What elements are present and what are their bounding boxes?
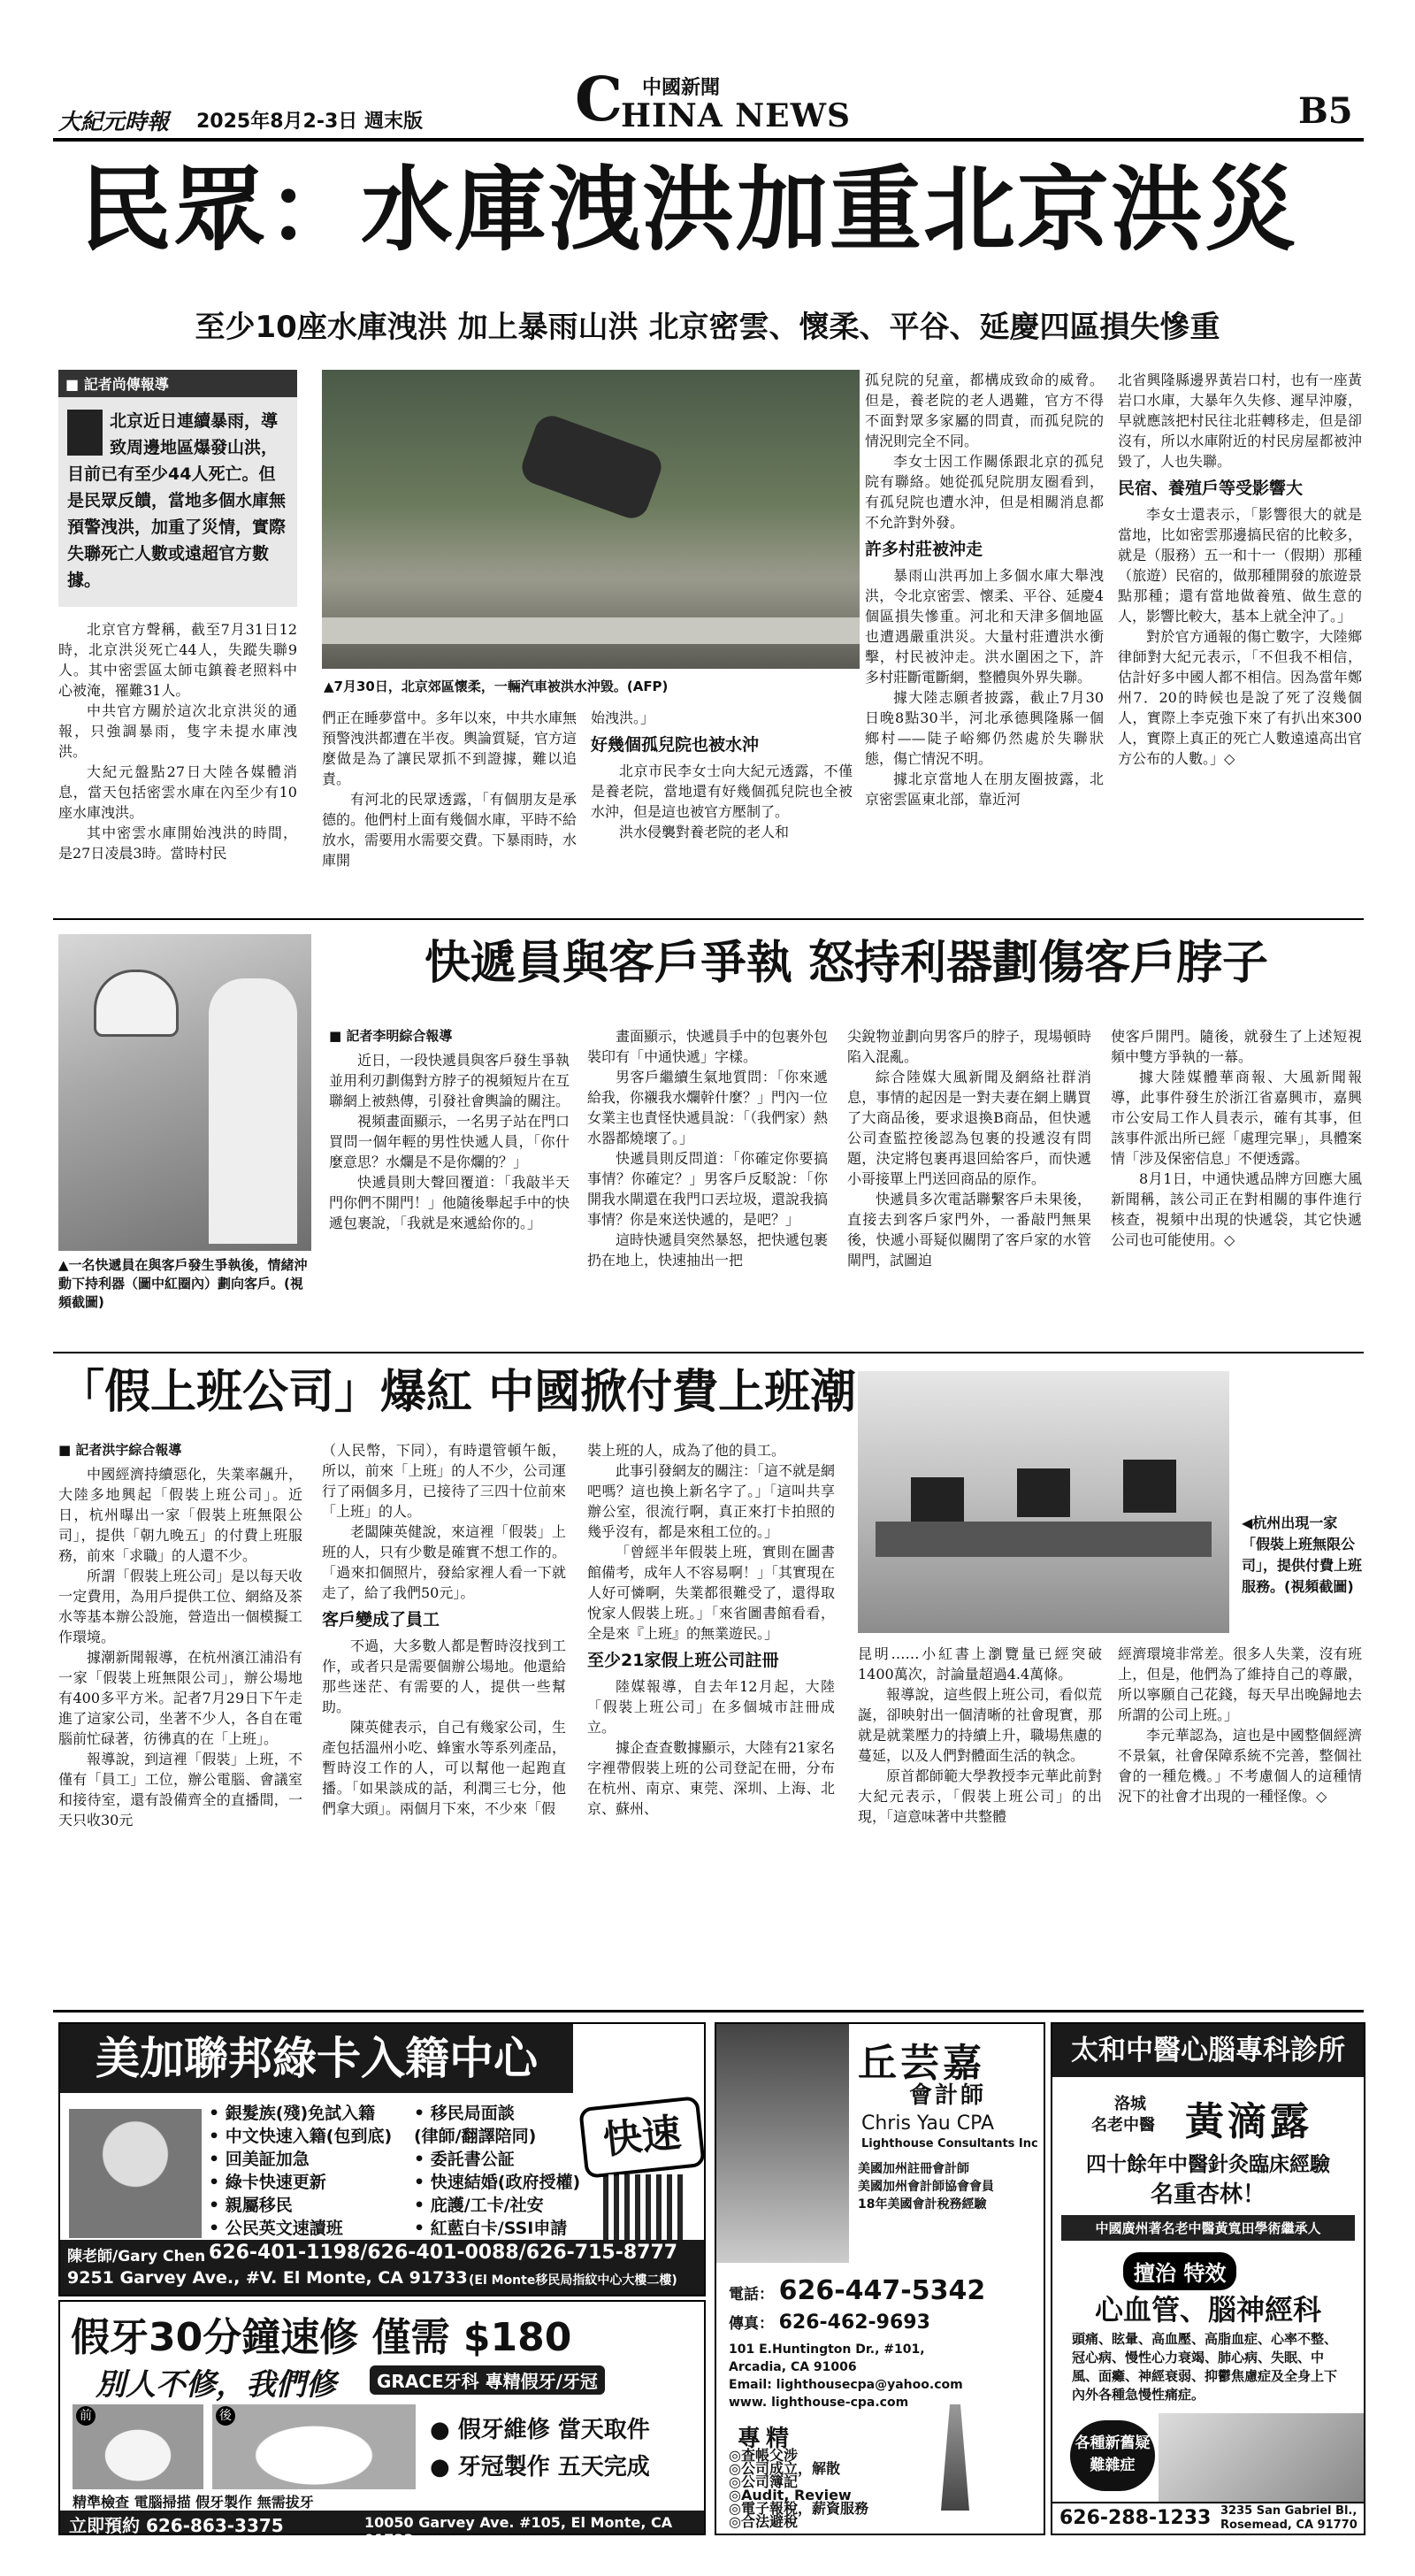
paragraph: 始洩洪。」 — [591, 709, 655, 726]
denture-after-photo — [212, 2404, 416, 2489]
paragraph: 北京市民李女士向大紀元透露，不僅是養老院，當地還有好幾個孤兒院也全被水沖，但是這也被官方壓制了。 — [591, 763, 853, 820]
ad1-avatar — [69, 2109, 202, 2238]
service-item: ◎查帳父涉 — [729, 2447, 798, 2464]
ad3-field: 心血管、腦神經科 — [1094, 2293, 1321, 2327]
paragraph: 快遞員則大聲回覆道：「我敲半天門你們不開門！」他隨後舉起手中的快遞包裹說，「我就是來遞給你的。」 — [329, 1174, 570, 1231]
service-item: • 公民英文速讀班 — [209, 2219, 343, 2238]
divider — [53, 918, 1364, 920]
ad2-email: Email: lighthousecpa@yahoo.com — [729, 2378, 963, 2392]
story1-headline: 民眾：水庫洩洪加重北京洪災 — [80, 156, 1299, 264]
ad3-address1: 3235 San Gabriel Bl., — [1220, 2504, 1358, 2518]
paragraph: 「曾經半年假裝上班，實則在圖書館備考，成年人不容易啊！」「其實現在人好可憐啊，失業都很難受了，還得取悅家人假裝上班。」「來省圖書館看看，全是來『上班』的無業遊民。」 — [587, 1544, 836, 1642]
ad2-web: www. lighthouse-cpa.com — [729, 2396, 909, 2410]
story3-byline: ■ 記者洪宇綜合報導 — [58, 1442, 182, 1458]
story1-subhead-orphans: 好幾個孤兒院也被水沖 — [591, 735, 760, 755]
acupuncture-photo — [1159, 2413, 1364, 2502]
bridge-shape — [322, 617, 860, 644]
story1-col4 — [865, 370, 1104, 911]
story1-summary — [58, 397, 297, 594]
story1-col1 — [58, 619, 297, 911]
service-item: • 銀髮族(殘)免試入籍 — [209, 2104, 376, 2123]
ad2-firm: Lighthouse Consultants Inc — [861, 2137, 1038, 2150]
desk-shape — [876, 1522, 1212, 1557]
paragraph: 北京官方聲稱，截至7月31日12時，北京洪災死亡44人，失蹤失聯9人。其中密雲區太師屯鎮養老照料中心被淹，罹難31人。 — [58, 621, 297, 699]
issue-date: 2025年8月2-3日 週末版 — [196, 111, 423, 133]
ad-cpa — [715, 2022, 1045, 2535]
paragraph: 視頻畫面顯示，一名男子站在門口買問一個年輕的男性快遞人員，「你什麼意思？水爛是不是你爛的？」 — [329, 1113, 570, 1170]
story1-summary-text: 北京近日連續暴雨，導致周邊地區爆發山洪，目前已有至少44人死亡。但是民眾反饋，當地多個水庫無預警洩洪，加重了災情，實際失聯死亡人數或遠超官方數據。 — [67, 411, 287, 590]
service-item: ◎公司簿記 — [729, 2473, 798, 2490]
monitor-shape — [911, 1477, 964, 1522]
service-item: • 親屬移民 — [209, 2196, 293, 2215]
ad1-services-a — [209, 2102, 412, 2240]
ad3-badge: 各種新舊疑難雜症 — [1070, 2420, 1155, 2491]
story3-col2 — [322, 1440, 566, 1999]
ad4-line2-text: 牙冠製作 五天完成 — [457, 2454, 650, 2480]
story2-headline: 快遞員與客戶爭執 怒持利器劃傷客戶脖子 — [424, 937, 1269, 990]
ad2-special-title: 專精 — [738, 2426, 795, 2452]
section-cn: 中國新聞 — [642, 77, 721, 99]
paragraph: 暴雨山洪再加上多個水庫大舉洩洪，令北京密雲、懷柔、平谷、延慶4個區損失慘重。河北和天津多個地區也遭遇嚴重洪災。大量村莊遭洪水衝擊，村民被沖走。洪水圍困之下，許多村莊斷電斷網，整體與外界失聯。 — [865, 567, 1104, 686]
paragraph: 據大陸媒體華商報、大風新聞報導，此事件發生於浙江省嘉興市，嘉興市公安局工作人員表示，確有其事，但該事件派出所已經「處理完畢」，具體案情「涉及保密信息」不便透露。 — [1111, 1069, 1362, 1167]
ad2-title-cn: 會計師 — [909, 2082, 987, 2109]
service-label: 查帳父涉 — [740, 2447, 798, 2464]
ad1-stamp: 快速 — [578, 2096, 706, 2179]
paragraph: 據大陸志願者披露，截止7月30日晚8點30半，河北承德興隆縣一個鄉村——陡子峪鄉仍然處於失聯狀態，傷亡情況不明。 — [865, 689, 1104, 767]
paragraph: 據企查查數據顯示，大陸有21家名字裡帶假裝上班的公司登記在冊，分布在杭州、南京、東莞、深圳、上海、北京、蘇州、 — [587, 1739, 835, 1817]
customer-figure-shape — [209, 978, 297, 1244]
paragraph: 陸媒報導，自去年12月起，大陸「假裝上班公司」在多個城市註冊成立。 — [587, 1678, 835, 1736]
service-item: (律師/翻譯陪同) — [414, 2127, 537, 2146]
paragraph: 綜合陸媒大風新聞及網絡社群消息，事情的起因是一對夫妻在網上購買了大商品後，要求退換B商品，但快遞公司查監控後認為包裹的投遞沒有問題，決定將包裹再退回給客戶，而快遞小哥接單上門送回商品的原作。 — [847, 1069, 1091, 1187]
paragraph: 不過，大多數人都是暫時沒找到工作，或者只是需要個辦公場地。他還給那些迷茫、有需要的人，提供一些幫助。 — [322, 1637, 566, 1715]
ad4-booking-bar — [60, 2511, 704, 2548]
ad4-booking: 立即預約 626-863-3375 — [69, 2515, 284, 2536]
paragraph: 這時快遞員突然暴怒，把快遞包裹扔在地上，快速抽出一把 — [587, 1231, 829, 1269]
ad4-address: 10050 Garvey Ave. #105, El Monte, CA 91733 — [364, 2514, 673, 2548]
paragraph: 其中密雲水庫開始洩洪的時間，是27日凌晨3時。當時村民 — [58, 824, 297, 862]
paragraph: 大紀元盤點27日大陸各媒體消息，當天包括密雲水庫在內至少有10座水庫洩洪。 — [58, 763, 297, 821]
monitor-shape — [1123, 1460, 1176, 1513]
section-en: HINA NEWS — [621, 97, 851, 134]
paragraph: 們正在睡夢當中。多年以來，中共水庫無預警洩洪都遭在半夜。輿論質疑，官方這麼做是為了讓民眾抓不到證據，難以追責。 — [322, 709, 577, 787]
divider — [53, 2010, 1364, 2012]
paragraph: 8月1日，中通快遞品牌方回應大風新聞稱，該公司正在對相關的事件進行核查，視頻中出現的快遞袋，其它快遞公司也可能使用。◇ — [1111, 1170, 1362, 1248]
ad3-address2: Rosemead, CA 91770 — [1220, 2518, 1358, 2532]
ad-dental — [58, 2300, 706, 2548]
paragraph: 畫面顯示，快遞員手中的包裹外包裝印有「中通快遞」字樣。 — [587, 1028, 829, 1065]
ad2-fax: 626-462-9693 — [778, 2312, 930, 2334]
paragraph: 據潮新聞報導，在杭州濱江浦沿有一家「假裝上班無限公司」，辦公場地有400多平方米。記者7月29日下午走進了這家公司，坐著不少人，各自在電腦前忙碌著，彷彿真的在「上班」。 — [58, 1649, 302, 1747]
ad3-doctor: 黃滴露 — [1185, 2099, 1312, 2144]
lighthouse-icon — [937, 2404, 973, 2511]
service-item: • 綠卡快速更新 — [209, 2173, 326, 2192]
paragraph: 中共官方關於這次北京洪災的通報，只強調暴雨，隻字未提水庫洩洪。 — [58, 702, 297, 760]
credential: 美國加州註冊會計師 — [858, 2162, 969, 2176]
section-logo — [575, 67, 858, 133]
ad2-fax-label: 傳真： — [729, 2315, 774, 2333]
divider — [53, 1352, 1364, 1353]
story3-subhead-registered: 至少21家假上班公司註冊 — [587, 1651, 779, 1670]
paragraph: 經濟環境非常差。很多人失業，沒有班上，但是，他們為了維持自己的尊嚴，所以寧願自己花錢，每天早出晚歸地去所謂的公司上班。」 — [1118, 1645, 1362, 1723]
ad3-title: 太和中醫心腦專科診所 — [1052, 2024, 1364, 2077]
ad4-line2: ● 牙冠製作 五天完成 — [430, 2454, 650, 2480]
service-label: 合法避稅 — [740, 2513, 798, 2530]
service-item: ◎合法避稅 — [729, 2513, 798, 2530]
ad4-line1: ● 假牙維修 當天取件 — [430, 2417, 650, 2443]
service-label: 公司簿記 — [740, 2473, 798, 2490]
story1-photo-caption: ▲7月30日，北京郊區懷柔，一輛汽車被洪水沖毀。(AFP) — [324, 678, 669, 694]
story3-photo-caption: ◀杭州出現一家「假裝上班無限公司」，提供付費上班服務。(視頻截圖) — [1242, 1514, 1363, 1595]
ad2-services — [729, 2449, 868, 2528]
paragraph: 使客戶開門。隨後，就發生了上述短視頻中雙方爭執的一幕。 — [1111, 1028, 1362, 1065]
ad3-fame: 名重杏林！ — [1150, 2181, 1266, 2208]
story3-col1 — [58, 1440, 302, 1999]
ad2-fax-row — [729, 2311, 930, 2334]
ad4-footer-note: 精準檢查 電腦掃描 假牙製作 無需拔牙 — [73, 2494, 314, 2511]
paragraph: 洪水侵襲對養老院的老人和 — [619, 824, 790, 840]
ad3-experience: 四十餘年中醫針灸臨床經驗 — [1086, 2153, 1330, 2176]
story1-col3 — [591, 708, 853, 911]
story1-summary-box — [58, 370, 297, 607]
paragraph: 北省興隆縣邊界黃岩口村，也有一座黃岩口水庫，大暴年久失修、遲早沖廢，早就應該把村民往北莊轉移走，但是卻沒有，所以水庫附近的村民房屋都被沖毀了，人也失聯。 — [1118, 372, 1362, 470]
paragraph: 中國經濟持續惡化，失業率飆升，大陸多地興起「假裝上班公司」。近日，杭州曝出一家「假裝上班無限公司」，提供「朝九晚五」的付費上班服務，前來「求職」的人還不少。 — [58, 1466, 302, 1564]
ad1-title: 美加聯邦綠卡入籍中心 — [60, 2024, 573, 2093]
story1-subhead-villages: 許多村莊被沖走 — [865, 540, 983, 559]
paragraph: 原首都師範大學教授李元華此前對大紀元表示，「假裝上班公司」的出現，「這意味著中共整體 — [858, 1767, 1102, 1825]
paragraph: 裝上班的人，成為了他的員工。 — [587, 1442, 786, 1459]
play-icon — [67, 410, 103, 456]
ad4-brand: GRACE牙科 專精假牙/牙冠 — [370, 2365, 605, 2395]
paragraph: 報導說，這些假上班公司，看似荒誕，卻映射出一個清晰的社會現實，那就是就業壓力的持續上升，職場焦慮的蔓延，以及人們對體面生活的執念。 — [858, 1686, 1102, 1764]
paragraph: 孤兒院的兒童，都構成致命的威脅。但是，養老院的老人遇難，官方不得不面對眾多家屬的問責，而孤兒院的情況則完全不同。 — [865, 372, 1104, 449]
paragraph: （人民幣，下同），有時還管頓午飯，所以，前來「上班」的人不少，公司運行了兩個多月，已接待了三四十位前來「上班」的人。 — [322, 1442, 566, 1520]
service-label: 公司成立，解散 — [740, 2460, 840, 2477]
story2-byline: ■ 記者李明綜合報導 — [329, 1028, 453, 1044]
credential: 18年美國會計稅務經驗 — [858, 2197, 987, 2212]
service-label: 電子報稅，薪資服務 — [740, 2500, 868, 2517]
story3-photo — [858, 1371, 1229, 1633]
story1-photo — [322, 370, 860, 669]
ad3-footer — [1052, 2502, 1364, 2535]
header-rule — [53, 138, 1364, 142]
story1-subhead-business: 民宿、養殖戶等受影響大 — [1118, 479, 1304, 498]
paragraph: 李元華認為，這也是中國整個經濟不景氣，社會保障系統不完善，整個社會的一種危機。」不考慮個人的這種情況下的社會才出現的一種怪像。◇ — [1118, 1727, 1362, 1805]
ad4-slogan: 別人不修，我們修 — [96, 2367, 336, 2403]
story1-col2 — [322, 708, 577, 911]
paragraph: 李女士因工作關係跟北京的孤兒院有聯絡。她從孤兒院朋友圈看到，有孤兒院也遭水沖，但是相關消息都不允許對外發。 — [865, 453, 1104, 531]
paragraph: 男客戶繼續生氣地質問：「你來遞給我，你襯我水爛幹什麼？」門內一位女業主也責怪快遞員說：「（我們家）熱水器都燒壞了。」 — [587, 1069, 829, 1146]
ad2-phone-label: 電話： — [729, 2286, 774, 2304]
denture-before-photo — [73, 2404, 203, 2489]
story2-photo — [58, 934, 311, 1251]
service-item: ◎公司成立，解散 — [729, 2460, 840, 2477]
story2-col1 — [329, 1026, 570, 1345]
page-number: B5 — [1298, 90, 1353, 132]
service-item: • 庇護/工卡/社安 — [414, 2196, 544, 2215]
paragraph: 此事引發網友的關注：「這不就是網吧嗎？這也換上新名字了。」「這叫共享辦公室，很流行啊，真正來打卡拍照的幾乎沒有，都是來租工位的。」 — [587, 1462, 836, 1540]
ad3-city: 洛城 — [1114, 2095, 1146, 2113]
ad-tcm-clinic — [1051, 2022, 1365, 2535]
story2-col3 — [847, 1026, 1091, 1345]
service-item: • 委託書公証 — [414, 2150, 515, 2169]
paragraph: 陳英健表示，自己有幾家公司，生產包括溫州小吃、蜂蜜水等系列產品，暫時沒工作的人，可以幫他一起跑直播。「如果談成的話，利潤三七分，他們拿大頭」。兩個月下來，不少來「假 — [322, 1719, 566, 1817]
service-item: • 紅藍白卡/SSI申請 — [414, 2219, 568, 2238]
story2-col2 — [587, 1026, 828, 1345]
paragraph: 有河北的民眾透露，「有個朋友是承德的。他們村上面有幾個水庫，平時不給放水，需要用水需要交費。下暴雨時，水庫開 — [322, 791, 577, 869]
story3-headline: 「假上班公司」爆紅 中國掀付費上班潮 — [58, 1366, 857, 1419]
ad1-address-note: (El Monte移民局指紋中心大樓二樓) — [469, 2273, 677, 2288]
paragraph: 所謂「假裝上班公司」是以每天收一定費用，為用戶提供工位、網絡及茶水等基本辦公設施，營造出一個模擬工作環境。 — [58, 1568, 302, 1645]
story1-byline: ■ 記者尚傳報導 — [58, 370, 297, 397]
ad3-lineage: 中國廣州著名老中醫黃寬田學術繼承人 — [1061, 2215, 1355, 2241]
story2-photo-caption: ▲一名快遞員在與客戶發生爭執後，情緒沖動下持利器（圖中紅圈內）劃向客戶。(視頻截圖) — [58, 1257, 308, 1310]
story3-subhead-clients: 客戶變成了員工 — [322, 1610, 440, 1629]
ad1-phones: 626-401-1198/626-401-0088/626-715-8777 — [209, 2242, 678, 2264]
ad4-after-label: 後 — [216, 2406, 235, 2426]
paper-name: 大紀元時報 — [58, 109, 170, 134]
section-initial: C — [575, 65, 623, 135]
ad2-addr2: Arcadia, CA 91006 — [729, 2360, 857, 2374]
story3-col5 — [1118, 1644, 1362, 1999]
ad1-contact-name: 陳老師/Gary Chen — [67, 2248, 206, 2266]
ad2-contact — [729, 2341, 963, 2411]
ad3-conditions: 頭痛、眩暈、高血壓、高脂血症、心率不整、冠心病、慢性心力衰竭、肺心病、失眠、中風、面癱、神經衰弱、抑鬱焦慮症及全身上下內外各種急慢性痛症。 — [1072, 2331, 1338, 2403]
service-item: ◎電子報稅，薪資服務 — [729, 2500, 868, 2517]
paragraph: 近日，一段快遞員與客戶發生爭執並用利刃劃傷對方脖子的視頻短片在互聯網上被熱傳，引發社會輿論的關注。 — [329, 1052, 570, 1109]
story3-col4 — [858, 1644, 1102, 1999]
paragraph: 快遞員則反問道：「你確定你要搞事情？你確定？」男客戶反駁說：「你開我水閘還在我門口丟垃圾，還說我搞事情？你是來送快遞的，是吧？」 — [587, 1150, 829, 1228]
courier-helmet-shape — [94, 970, 179, 1037]
monitor-shape — [1017, 1468, 1070, 1517]
service-item: • 快速結婚(政府授權) — [414, 2173, 581, 2192]
ad1-address: 9251 Garvey Ave., #V. El Monte, CA 91733 — [67, 2268, 468, 2288]
ad2-addr1: 101 E.Huntington Dr., #101, — [729, 2342, 925, 2357]
ad2-phone-row — [729, 2275, 985, 2306]
service-item: • 中文快速入籍(包到底) — [209, 2127, 393, 2146]
credential: 美國加州會計師協會會員 — [858, 2180, 994, 2194]
flood-car-shape — [517, 411, 666, 523]
service-item: • 回美証加急 — [209, 2150, 310, 2169]
ad3-phone: 626-288-1233 — [1059, 2507, 1212, 2529]
ad2-phone: 626-447-5342 — [778, 2275, 986, 2306]
service-item: • 移民局面談 — [414, 2104, 515, 2123]
ad2-credentials — [858, 2160, 994, 2213]
ad-greencard — [58, 2022, 706, 2296]
ad2-name-cn: 丘芸嘉 — [858, 2041, 985, 2086]
service-item: ◎Audit, Review — [729, 2487, 852, 2503]
story3-col3 — [587, 1440, 835, 1999]
story1-subhead: 至少10座水庫洩洪 加上暴雨山洪 北京密雲、懷柔、平谷、延慶四區損失慘重 — [195, 310, 1220, 345]
paragraph: 李女士還表示，「影響很大的就是當地，比如密雲那邊搞民宿的比較多，就是（服務）五一和十一（假期）那種（旅遊）民宿的，做那種開發的旅遊景點那種；還有當地做養殖、做生意的人，影響比較大，基本上就全沖了。」 — [1118, 506, 1362, 625]
ad4-before-label: 前 — [76, 2406, 96, 2426]
ad3-special: 擅治 特效 — [1123, 2252, 1236, 2290]
ad2-name-en: Chris Yau CPA — [861, 2112, 995, 2135]
ad1-services-b — [414, 2102, 582, 2240]
paragraph: 據北京當地人在朋友圈披露，北京密雲區東北部，靠近河 — [865, 770, 1104, 808]
service-label: Audit, Review — [740, 2487, 852, 2503]
paragraph: 報導說，到這裡「假裝」上班，不僅有「員工」工位，辦公電腦、會議室和接待室，還有設備齊全的直播間，一天只收30元 — [58, 1751, 302, 1828]
ad1-contact-bar — [60, 2240, 704, 2295]
cpa-portrait — [716, 2024, 849, 2263]
paragraph: 昆明……小紅書上瀏覽量已經突破1400萬次，討論量超過4.4萬條。 — [858, 1645, 1102, 1683]
paragraph: 老闆陳英健說，來這裡「假裝」上班的人，只有少數是確實不想工作的。「過來扣個照片，發給家裡人看一下就走了，給了我們50元」。 — [322, 1523, 566, 1601]
ad4-line1-text: 假牙維修 當天取件 — [457, 2417, 650, 2443]
paragraph: 尖銳物並劃向男客戶的脖子，現場頓時陷入混亂。 — [847, 1028, 1091, 1065]
ad4-headline: 假牙30分鐘速修 僅需 $180 — [71, 2315, 572, 2360]
story1-col5 — [1118, 370, 1362, 911]
ad3-doctor-title: 名老中醫 — [1091, 2116, 1155, 2135]
paragraph: 對於官方通報的傷亡數字，大陸鄉律師對大紀元表示，「不但我不相信，估計好多中國人都不相信。因為當年鄭州7．20的時候也是說了死了沒幾個人，實際上李克強下來了有扒出來300人，實際上真正的死亡人數遠遠高出官方公布的人數。」◇ — [1118, 628, 1362, 767]
paragraph: 快遞員多次電話聯繫客戶未果後，直接去到客戶家門外，一番敲門無果後，快遞小哥疑似關閉了客戶家的水管閘門，試圖迫 — [847, 1191, 1091, 1269]
story2-col4 — [1111, 1026, 1362, 1345]
